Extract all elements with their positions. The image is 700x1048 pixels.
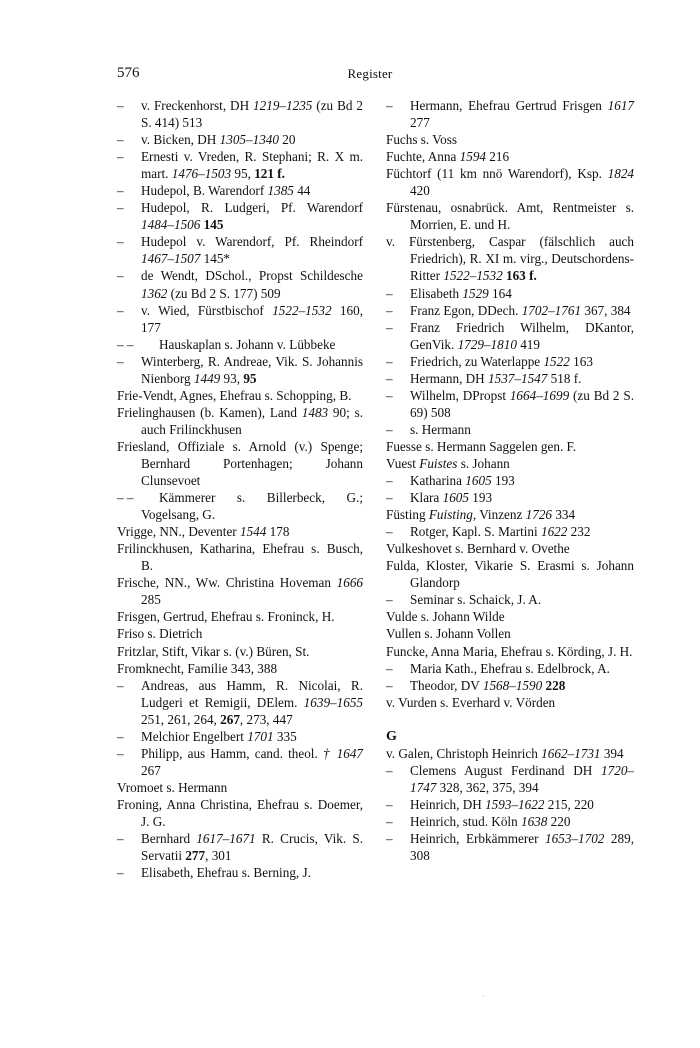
index-entry	[117, 574, 363, 608]
entry-text: Philipp, aus Hamm, cand. theol.	[141, 745, 323, 761]
entry-dash: –	[386, 421, 393, 437]
index-entry	[117, 796, 363, 830]
index-entry	[117, 302, 363, 336]
index-entry	[117, 131, 363, 148]
entry-date: 1219–1235	[253, 98, 313, 113]
entry-text: 20	[278, 132, 296, 148]
entry-date: 1362	[141, 285, 168, 301]
index-entry	[117, 864, 363, 881]
entry-text: Rotger, Kapl. S. Martini	[410, 524, 541, 540]
entry-date: 1568–1590	[482, 677, 543, 693]
entry-text: (zu Bd 2 S. 177) 509	[167, 285, 281, 301]
entry-dash: –	[386, 370, 393, 386]
entry-text: Clemens August Ferdinand DH	[410, 762, 602, 778]
index-entry	[386, 523, 634, 540]
entry-text: 419	[516, 336, 540, 352]
entry-text: Füsting	[386, 507, 429, 523]
entry-dash: –	[386, 796, 393, 812]
entry-text: Vulkeshovet s. Bernhard v. Ovethe	[386, 541, 570, 557]
entry-date: 1729–1810	[457, 336, 517, 352]
entry-text: 285	[141, 592, 161, 608]
index-entry	[386, 421, 634, 438]
entry-date: 1605	[465, 473, 492, 489]
index-entry	[117, 830, 363, 864]
entry-dash: –	[117, 302, 124, 318]
entry-dash: – –	[117, 490, 134, 506]
index-entry	[117, 438, 363, 489]
entry-dash: –	[386, 98, 393, 113]
entry-dash: –	[117, 183, 124, 199]
entry-text: Hudepol, R. Ludgeri, Pf. Warendorf	[141, 200, 363, 216]
entry-text: (zu Bd 2 S. 69) 508	[410, 387, 634, 420]
entry-date: 1702–1761	[521, 302, 582, 318]
index-entry	[386, 438, 634, 455]
entry-text: Friesland, Offiziale s. Arnold (v.) Spenge; Bernhard Portenhagen; Johann Clunsevoet	[117, 438, 363, 489]
index-entry	[117, 489, 363, 523]
entry-text: 335	[273, 728, 297, 744]
entry-dash: –	[386, 660, 393, 676]
entry-text: Fürstenau, osnabrück. Amt, Rentmeister s. Morrien, E. und H.	[386, 200, 634, 233]
entry-text: 232	[567, 524, 591, 540]
index-entry	[386, 148, 634, 165]
entry-text: Heinrich, Erbkämmerer	[410, 830, 546, 846]
entry-text: 160, 177	[141, 302, 364, 335]
entry-text: 216	[486, 149, 510, 165]
entry-text: 277	[410, 115, 430, 131]
entry-text: Katharina	[410, 473, 466, 489]
entry-text: Heinrich, stud. Köln	[410, 813, 521, 829]
entry-dash: –	[117, 98, 124, 113]
entry-date: 1449	[193, 370, 221, 386]
entry-date: 1726	[525, 507, 553, 523]
index-column-right	[386, 97, 634, 864]
entry-text: Fuesse s. Hermann Saggelen gen. F.	[386, 438, 577, 454]
entry-date: 1824	[607, 166, 634, 182]
entry-page-ref-main: 121 f.	[254, 166, 285, 182]
entry-text: Hauskaplan s. Johann v. Lübbeke	[159, 336, 336, 352]
index-entry	[117, 387, 363, 404]
entry-text: Maria Kath., Ehefrau s. Edelbrock, A.	[410, 660, 610, 676]
index-entry	[386, 353, 634, 370]
index-entry	[386, 506, 634, 523]
entry-dash: –	[386, 677, 393, 693]
entry-text: R. Crucis, Vik. S. Servatii	[141, 831, 364, 864]
entry-text: 289, 308	[410, 830, 634, 863]
entry-dash: –	[117, 353, 124, 369]
running-head: Register	[347, 66, 393, 81]
entry-text: Friso s. Dietrich	[117, 626, 203, 642]
entry-text: Franz Friedrich Wilhelm, DKantor, GenVik.	[410, 319, 634, 352]
entry-text: Froning, Anna Christina, Ehefrau s. Doemer, J. G.	[117, 796, 363, 829]
index-entry	[386, 489, 634, 506]
entry-text: Fuchs s. Voss	[386, 132, 457, 148]
index-entry	[386, 643, 634, 660]
entry-dash: –	[117, 234, 124, 250]
entry-date: 1617	[607, 98, 634, 113]
page-number: 576	[117, 65, 140, 81]
entry-date: † 1647	[322, 745, 364, 761]
entry-text: s. Johann	[457, 455, 510, 471]
entry-text: , Vinzenz	[472, 507, 526, 523]
entry-dash: –	[117, 132, 124, 148]
entry-text: v. Fürstenberg, Caspar (fälschlich auch Friedrich), R. XI m. virg., Deutschordens-Ritter	[386, 234, 634, 284]
entry-date: 1594	[459, 149, 486, 165]
index-entry	[117, 728, 363, 745]
entry-text: Theodor, DV	[410, 677, 483, 693]
entry-text: Fuchte, Anna	[386, 149, 460, 165]
index-entry	[386, 387, 634, 421]
index-entry	[117, 625, 363, 642]
index-entry	[117, 148, 363, 182]
index-entry	[386, 591, 634, 608]
entry-text: , 273, 447	[239, 711, 293, 727]
entry-date: Fuisting	[428, 507, 473, 523]
entry-text: v. Wied, Fürstbischof	[141, 302, 273, 318]
entry-text: 215, 220	[544, 796, 594, 812]
index-entry	[117, 97, 363, 131]
index-entry	[386, 745, 634, 762]
entry-dash: –	[386, 387, 393, 403]
index-entry	[386, 370, 634, 387]
index-entry	[386, 165, 634, 199]
index-entry	[117, 353, 363, 387]
entry-date: 1605	[442, 490, 469, 506]
entry-dash: –	[117, 865, 124, 881]
entry-text: 95,	[231, 166, 255, 182]
entry-page-ref-main: 277	[185, 848, 206, 864]
entry-text: Klara	[410, 490, 443, 506]
index-entry	[386, 660, 634, 677]
entry-date: 1529	[462, 285, 489, 301]
entry-dash: –	[117, 728, 124, 744]
entry-dash: –	[386, 319, 393, 335]
entry-text: Vulde s. Johann Wilde	[386, 609, 505, 625]
entry-text: Frische, NN., Ww. Christina Hoveman	[117, 575, 337, 591]
entry-dash: –	[117, 831, 124, 847]
entry-date: 1638	[520, 813, 548, 829]
entry-date: 1483	[301, 404, 329, 420]
index-entry	[386, 540, 634, 557]
entry-date: 1305–1340	[219, 132, 279, 148]
entry-text: Franz Egon, DDech.	[410, 302, 522, 318]
index-entry	[117, 745, 363, 779]
section-heading: G	[386, 728, 397, 744]
index-entry	[386, 762, 634, 796]
entry-dash: –	[386, 302, 393, 318]
index-entry	[386, 285, 634, 302]
entry-text: Wilhelm, DPropst	[410, 387, 510, 403]
index-entry	[117, 523, 363, 540]
entry-dash: –	[386, 813, 393, 829]
index-entry	[386, 302, 634, 319]
entry-date: 1664–1699	[509, 387, 570, 403]
entry-text: Heinrich, DH	[410, 796, 486, 812]
entry-text: Frisgen, Gertrud, Ehefrau s. Froninck, H.	[117, 609, 335, 625]
entry-text: 518 f.	[547, 370, 582, 386]
entry-date: 1537–1547	[488, 370, 548, 386]
entry-date: 1639–1655	[303, 694, 363, 710]
entry-text: Hudepol v. Warendorf, Pf. Rheindorf	[141, 234, 363, 250]
entry-page-ref-main: 163 f.	[505, 268, 537, 284]
entry-dash: –	[117, 745, 124, 761]
index-entry	[386, 796, 634, 813]
entry-text: v. Vurden s. Everhard v. Vörden	[386, 694, 556, 710]
index-entry	[386, 97, 634, 131]
entry-dash: –	[386, 524, 393, 540]
entry-text: 267	[141, 762, 161, 778]
entry-date: 1666	[336, 575, 363, 591]
entry-text: Ernesti v. Vreden, R. Stephani; R. X m. mart.	[141, 149, 363, 182]
entry-text: Frielinghausen (b. Kamen), Land	[117, 404, 302, 420]
entry-text: 163	[569, 353, 593, 369]
index-entry	[386, 472, 634, 489]
entry-text: 420	[410, 183, 430, 199]
entry-text: 90; s. auch Frilinckhusen	[141, 404, 364, 437]
entry-dash: –	[386, 353, 393, 369]
entry-text: Hermann, Ehefrau Gertrud Frisgen	[410, 98, 608, 113]
index-entry	[117, 404, 363, 438]
entry-text: 328, 362, 375, 394	[436, 779, 539, 795]
index-entry	[386, 694, 634, 711]
entry-text: Füchtorf (11 km nnö Warendorf), Ksp.	[386, 166, 608, 182]
entry-text: (zu Bd 2 S. 414) 513	[141, 98, 363, 131]
footer-mark: ·	[482, 992, 485, 1001]
entry-dash: –	[386, 762, 393, 778]
entry-date: 1617–1671	[196, 831, 256, 847]
entry-dash: –	[117, 677, 124, 693]
entry-date: 1701	[247, 728, 274, 744]
entry-dash: –	[386, 592, 393, 608]
entry-text: Seminar s. Schaick, J. A.	[410, 592, 542, 608]
entry-date: 1484–1506	[141, 217, 201, 233]
entry-date: Fuistes	[419, 455, 458, 471]
entry-text: Elisabeth, Ehefrau s. Berning, J.	[141, 865, 311, 881]
index-entry	[386, 233, 634, 284]
entry-text: Fromknecht, Familie 343, 388	[117, 660, 278, 676]
index-entry	[386, 625, 634, 642]
entry-text: 193	[491, 473, 515, 489]
entry-text: Hermann, DH	[410, 370, 489, 386]
entry-text: Fritzlar, Stift, Vikar s. (v.) Büren, St.	[117, 643, 310, 659]
index-entry	[117, 199, 363, 233]
entry-dash: –	[117, 268, 124, 284]
entry-dash: –	[386, 473, 393, 489]
entry-page-ref-main: 228	[545, 677, 566, 693]
entry-text: 178	[266, 524, 290, 540]
index-entry	[386, 677, 634, 694]
entry-text: Frilinckhusen, Katharina, Ehefrau s. Busch, B.	[117, 541, 363, 574]
entry-page-ref-main: 95	[243, 370, 257, 386]
entry-text: Vromoet s. Hermann	[117, 779, 228, 795]
index-entry	[386, 455, 634, 472]
entry-text: Elisabeth	[410, 285, 463, 301]
entry-text: Andreas, aus Hamm, R. Nicolai, R. Ludgeri et Remigii, DElem.	[141, 677, 363, 710]
entry-text: s. Hermann	[410, 421, 471, 437]
index-entry	[117, 608, 363, 625]
entry-text: 93,	[220, 370, 244, 386]
index-entry	[386, 813, 634, 830]
index-entry	[386, 608, 634, 625]
entry-dash: –	[386, 285, 393, 301]
index-entry	[117, 267, 363, 301]
entry-text: 367, 384	[581, 302, 631, 318]
index-entry	[386, 319, 634, 353]
entry-dash: –	[117, 149, 124, 165]
entry-text: v. Freckenhorst, DH	[141, 98, 254, 113]
entry-text: , 301	[205, 848, 232, 864]
index-column-left	[117, 97, 363, 881]
entry-text: Funcke, Anna Maria, Ehefrau s. Körding, J. H.	[386, 643, 633, 659]
entry-date: 1622	[540, 524, 568, 540]
entry-text: Hudepol, B. Warendorf	[141, 183, 268, 199]
entry-date: 1662–1731	[541, 745, 601, 761]
entry-dash: –	[117, 200, 124, 216]
entry-text: 44	[293, 183, 311, 199]
entry-date: 1385	[267, 183, 294, 199]
entry-text: 220	[547, 813, 571, 829]
index-entry	[386, 557, 634, 591]
entry-text: Vuest	[386, 455, 420, 471]
entry-date: 1720–1747	[410, 762, 634, 795]
entry-page-ref-main: 267	[220, 711, 240, 727]
entry-text: 193	[468, 490, 493, 506]
entry-dash: –	[386, 490, 393, 506]
entry-text: Melchior Engelbert	[141, 728, 248, 744]
index-entry	[117, 233, 363, 267]
entry-text: Vullen s. Johann Vollen	[386, 626, 511, 642]
entry-text: 145*	[200, 251, 231, 267]
index-entry	[386, 830, 634, 864]
entry-text: Winterberg, R. Andreae, Vik. S. Johannis Nienborg	[141, 353, 363, 386]
entry-text: 164	[488, 285, 512, 301]
index-entry	[117, 182, 363, 199]
index-entry	[117, 540, 363, 574]
entry-date: 1544	[239, 524, 267, 540]
entry-text: Friedrich, zu Waterlappe	[410, 353, 544, 369]
entry-date: 1653–1702	[545, 830, 605, 846]
entry-date: 1522–1532	[272, 302, 332, 318]
entry-text: 251, 261, 264,	[141, 711, 221, 727]
index-entry	[386, 199, 634, 233]
entry-text: Kämmerer s. Billerbeck, G.; Vogelsang, G.	[141, 490, 363, 523]
entry-text: Fulda, Kloster, Vikarie S. Erasmi s. Johann Glandorp	[386, 558, 634, 591]
entry-date: 1476–1503	[171, 166, 232, 182]
index-entry	[117, 779, 363, 796]
entry-text: Bernhard	[141, 831, 197, 847]
entry-dash: – –	[117, 336, 134, 352]
entry-text: v. Bicken, DH	[141, 132, 220, 148]
entry-text: Frie-Vendt, Agnes, Ehefrau s. Schopping, B.	[117, 387, 352, 403]
entry-page-ref-main: 145	[203, 217, 224, 233]
index-entry	[386, 131, 634, 148]
entry-text: 334	[552, 507, 576, 523]
index-entry	[117, 677, 363, 728]
entry-dash: –	[386, 830, 393, 846]
entry-date: 1522	[543, 353, 570, 369]
entry-date: 1593–1622	[485, 796, 545, 812]
entry-text: de Wendt, DSchol., Propst Schildesche	[141, 268, 363, 284]
index-entry	[117, 336, 363, 353]
entry-text: 394	[600, 745, 624, 761]
entry-text: v. Galen, Christoph Heinrich	[386, 745, 542, 761]
entry-text: Vrigge, NN., Deventer	[117, 524, 240, 540]
index-entry	[117, 643, 363, 660]
entry-date: 1467–1507	[141, 251, 201, 267]
index-entry	[117, 660, 363, 677]
entry-date: 1522–1532	[443, 268, 503, 284]
